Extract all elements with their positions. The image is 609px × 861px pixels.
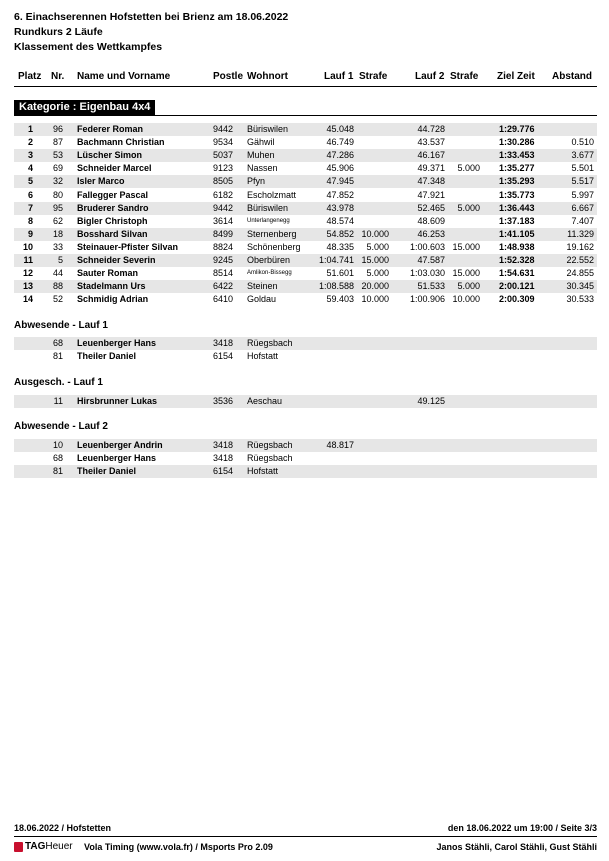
abstand-cell: 22.552 [566,255,594,265]
abstand-cell: 11.329 [567,228,594,239]
town-cell: Muhen [247,150,275,161]
bib-number-cell: 68 [52,453,63,464]
name-cell: Stadelmann Urs [77,281,146,292]
strafe1-cell: 10.000 [361,228,389,239]
tagheuer-logo [14,841,80,852]
lauf2-cell: 48.609 [417,215,445,226]
bib-number-cell: 53 [52,150,63,161]
lauf2-cell: 49.371 [417,163,445,174]
bib-number-cell: 80 [52,189,63,200]
strafe1-cell: 5.000 [366,241,389,252]
lauf1-cell: 1:04.741 [318,255,354,265]
town-cell: Pfyn [247,176,266,187]
lauf2-cell: 1:00.603 [409,241,445,252]
column-header-row [0,71,609,85]
ziel-zeit-cell: 1:35.293 [499,176,535,187]
ranking-title: Klassement des Wettkampfes [14,41,163,53]
abstand-cell: 0.510 [571,137,594,148]
town-cell: Nassen [247,163,278,174]
town-cell: Escholzmatt [247,189,297,200]
col-abstand: Abstand [552,71,592,82]
name-cell: Leuenberger Hans [77,338,157,348]
rank-cell: 4 [27,163,33,174]
result-row [14,215,597,228]
town-cell: Aeschau [247,396,283,406]
rank-cell: 3 [27,150,33,161]
lauf2-cell: 44.728 [417,124,445,134]
abstand-cell: 5.501 [571,163,594,174]
postal-code-cell: 3536 [213,396,234,406]
town-cell: Unterlangenegg [247,217,290,224]
bib-number-cell: 68 [52,338,63,348]
bib-number-cell: 88 [52,281,63,292]
result-row [14,149,597,162]
abstand-cell: 5.517 [571,176,594,187]
col-name: Name und Vorname [77,71,171,82]
result-row [14,293,597,306]
col-strafe1: Strafe [359,71,388,82]
name-cell: Schmidig Adrian [77,294,149,305]
bib-number-cell: 18 [52,228,63,239]
lauf1-cell: 45.048 [326,124,354,134]
name-cell: Theiler Daniel [77,466,137,477]
result-row [14,267,597,280]
name-cell: Schneider Marcel [77,163,152,174]
footer-timing-info: Vola Timing (www.vola.fr) / Msports Pro 2.09 [84,842,273,852]
course-subtitle: Rundkurs 2 Läufe [14,26,103,38]
rank-cell: 8 [27,215,33,226]
bib-number-cell: 69 [52,163,63,174]
postal-code-cell: 6182 [213,189,234,200]
postal-code-cell: 3418 [213,338,234,348]
ziel-zeit-cell: 1:33.453 [499,150,535,161]
lauf2-cell: 47.587 [417,255,445,265]
result-row [14,189,597,202]
lauf1-cell: 48.817 [326,440,354,450]
town-cell: Büriswilen [247,202,289,213]
abstand-cell: 3.677 [571,150,594,161]
col-strafe2: Strafe [450,71,479,82]
town-cell: Steinen [247,281,278,292]
bib-number-cell: 44 [52,268,63,279]
postal-code-cell: 6422 [213,281,234,292]
town-cell: Rüegsbach [247,440,293,450]
ziel-zeit-cell: 1:41.105 [499,228,535,239]
bib-number-cell: 96 [52,124,63,134]
postal-code-cell: 9442 [213,202,234,213]
name-cell: Bruderer Sandro [77,202,149,213]
category-rule [14,115,597,116]
town-cell: Sternenberg [247,228,297,239]
town-cell: Büriswilen [247,124,289,134]
abstand-cell: 6.667 [571,202,594,213]
postal-code-cell: 8505 [213,176,234,187]
strafe1-cell: 15.000 [361,255,389,265]
name-cell: Federer Roman [77,124,144,134]
name-cell: Hirsbrunner Lukas [77,396,158,406]
lauf2-cell: 43.537 [417,137,445,148]
town-cell: Amlikon-Bissegg [247,270,292,277]
ziel-zeit-cell: 1:48.938 [499,241,535,252]
ziel-zeit-cell: 2:00.121 [499,281,535,292]
bib-number-cell: 10 [52,440,63,450]
section-row [14,337,597,350]
footer-date-location: 18.06.2022 / Hofstetten [14,823,112,833]
section-row [14,465,597,478]
col-nr: Nr. [51,71,65,82]
ziel-zeit-cell: 2:00.309 [499,294,535,305]
lauf2-cell: 47.921 [417,189,445,200]
abstand-cell: 24.855 [566,268,594,279]
town-cell: Rüegsbach [247,338,293,348]
lauf1-cell: 54.852 [326,228,354,239]
strafe2-cell: 5.000 [457,281,480,292]
ziel-zeit-cell: 1:35.773 [499,189,535,200]
postal-code-cell: 6154 [213,466,234,477]
name-cell: Leuenberger Hans [77,453,157,464]
section-row [14,395,597,408]
ziel-zeit-cell: 1:37.183 [499,215,535,226]
section-title: Abwesende - Lauf 2 [14,421,108,432]
event-title: 6. Einachserennen Hofstetten bei Brienz am 18.06.2022 [14,11,289,23]
town-cell: Schönenberg [247,241,301,252]
strafe1-cell: 5.000 [366,268,389,279]
lauf2-cell: 49.125 [417,396,445,406]
strafe2-cell: 5.000 [457,163,480,174]
ziel-zeit-cell: 1:52.328 [499,255,535,265]
rank-cell: 9 [27,228,33,239]
name-cell: Lüscher Simon [77,150,143,161]
lauf2-cell: 1:00.906 [409,294,445,305]
strafe1-cell: 20.000 [361,281,389,292]
postal-code-cell: 9442 [213,124,234,134]
lauf2-cell: 1:03.030 [409,268,445,279]
name-cell: Fallegger Pascal [77,189,149,200]
bib-number-cell: 52 [52,294,63,305]
postal-code-cell: 3418 [213,440,234,450]
bib-number-cell: 81 [52,351,63,362]
rank-cell: 1 [27,124,33,134]
abstand-cell: 7.407 [571,215,594,226]
postal-code-cell: 6154 [213,351,234,362]
rank-cell: 5 [27,176,33,187]
col-lauf1: Lauf 1 [324,71,354,82]
bib-number-cell: 5 [57,255,63,265]
lauf2-cell: 47.348 [417,176,445,187]
name-cell: Schneider Severin [77,255,156,265]
col-wohnort: Wohnort [247,71,288,82]
town-cell: Oberbüren [247,255,291,265]
rank-cell: 2 [27,137,33,148]
lauf1-cell: 48.574 [326,215,354,226]
abstand-cell: 19.162 [566,241,594,252]
bib-number-cell: 62 [52,215,63,226]
lauf1-cell: 45.906 [326,163,354,174]
section-title: Ausgesch. - Lauf 1 [14,377,103,388]
abstand-cell: 5.997 [571,189,594,200]
ziel-zeit-cell: 1:54.631 [499,268,535,279]
abstand-cell: 30.533 [566,294,594,305]
lauf1-cell: 48.335 [326,241,354,252]
col-lauf2: Lauf 2 [415,71,445,82]
ziel-zeit-cell: 1:29.776 [499,124,535,134]
result-row [14,123,597,136]
col-ziel: Ziel Zeit [497,71,535,82]
footer-page-info: den 18.06.2022 um 19:00 / Seite 3/3 [447,823,597,833]
lauf2-cell: 51.533 [417,281,445,292]
lauf1-cell: 51.601 [326,268,354,279]
abstand-cell: 30.345 [566,281,594,292]
lauf1-cell: 47.286 [326,150,354,161]
lauf1-cell: 46.749 [326,137,354,148]
rank-cell: 10 [22,241,33,252]
postal-code-cell: 9245 [213,255,234,265]
strafe2-cell: 10.000 [452,294,480,305]
postal-code-cell: 8514 [213,268,234,279]
rank-cell: 11 [23,255,33,265]
town-cell: Hofstatt [247,466,279,477]
result-row [14,228,597,241]
strafe1-cell: 10.000 [361,294,389,305]
ziel-zeit-cell: 1:36.443 [499,202,535,213]
postal-code-cell: 8824 [213,241,234,252]
result-row [14,280,597,293]
name-cell: Bachmann Christian [77,137,165,148]
town-cell: Rüegsbach [247,453,293,464]
postal-code-cell: 3614 [213,215,234,226]
postal-code-cell: 8499 [213,228,234,239]
rank-cell: 14 [22,294,33,305]
town-cell: Goldau [247,294,277,305]
lauf1-cell: 59.403 [326,294,354,305]
footer-rule [14,836,597,837]
header-rule [14,86,597,87]
town-cell: Gähwil [247,137,275,148]
town-cell: Hofstatt [247,351,279,362]
rank-cell: 6 [27,189,33,200]
footer-authors: Janos Stähli, Carol Stähli, Gust Stähli [436,842,597,852]
logo-text: TAGHeuer [25,841,73,852]
bib-number-cell: 87 [52,137,63,148]
ziel-zeit-cell: 1:35.277 [499,163,535,174]
section-row [14,350,597,363]
result-row [14,254,597,267]
lauf2-cell: 52.465 [417,202,445,213]
col-platz: Platz [18,71,42,82]
name-cell: Bosshard Silvan [77,228,148,239]
rank-cell: 7 [27,202,33,213]
lauf2-cell: 46.253 [417,228,445,239]
lauf1-cell: 47.945 [326,176,354,187]
lauf2-cell: 46.167 [417,150,445,161]
bib-number-cell: 33 [52,241,63,252]
name-cell: Steinauer-Pfister Silvan [77,241,179,252]
section-title: Abwesende - Lauf 1 [14,320,108,331]
bib-number-cell: 81 [52,466,63,477]
postal-code-cell: 6410 [213,294,234,305]
name-cell: Bigler Christoph [77,215,148,226]
category-label: Kategorie : Eigenbau 4x4 [14,100,155,115]
rank-cell: 13 [22,281,33,292]
name-cell: Leuenberger Andrin [77,440,163,450]
bib-number-cell: 11 [53,396,63,406]
name-cell: Sauter Roman [77,268,139,279]
result-row [14,202,597,215]
name-cell: Theiler Daniel [77,351,137,362]
result-row [14,136,597,149]
lauf1-cell: 1:08.588 [318,281,354,292]
result-row [14,175,597,188]
postal-code-cell: 5037 [213,150,234,161]
bib-number-cell: 95 [52,202,63,213]
section-row [14,452,597,465]
rank-cell: 12 [22,268,33,279]
bib-number-cell: 32 [52,176,63,187]
name-cell: Isler Marco [77,176,125,187]
strafe2-cell: 5.000 [457,202,480,213]
col-postle: Postle [213,71,244,82]
postal-code-cell: 9534 [213,137,234,148]
lauf1-cell: 47.852 [326,189,354,200]
lauf1-cell: 43.978 [326,202,354,213]
section-row [14,439,597,452]
postal-code-cell: 9123 [213,163,234,174]
ziel-zeit-cell: 1:30.286 [499,137,535,148]
strafe2-cell: 15.000 [452,241,480,252]
tag-badge-icon [14,842,23,852]
result-row [14,162,597,175]
result-row [14,241,597,254]
postal-code-cell: 3418 [213,453,234,464]
strafe2-cell: 15.000 [452,268,480,279]
